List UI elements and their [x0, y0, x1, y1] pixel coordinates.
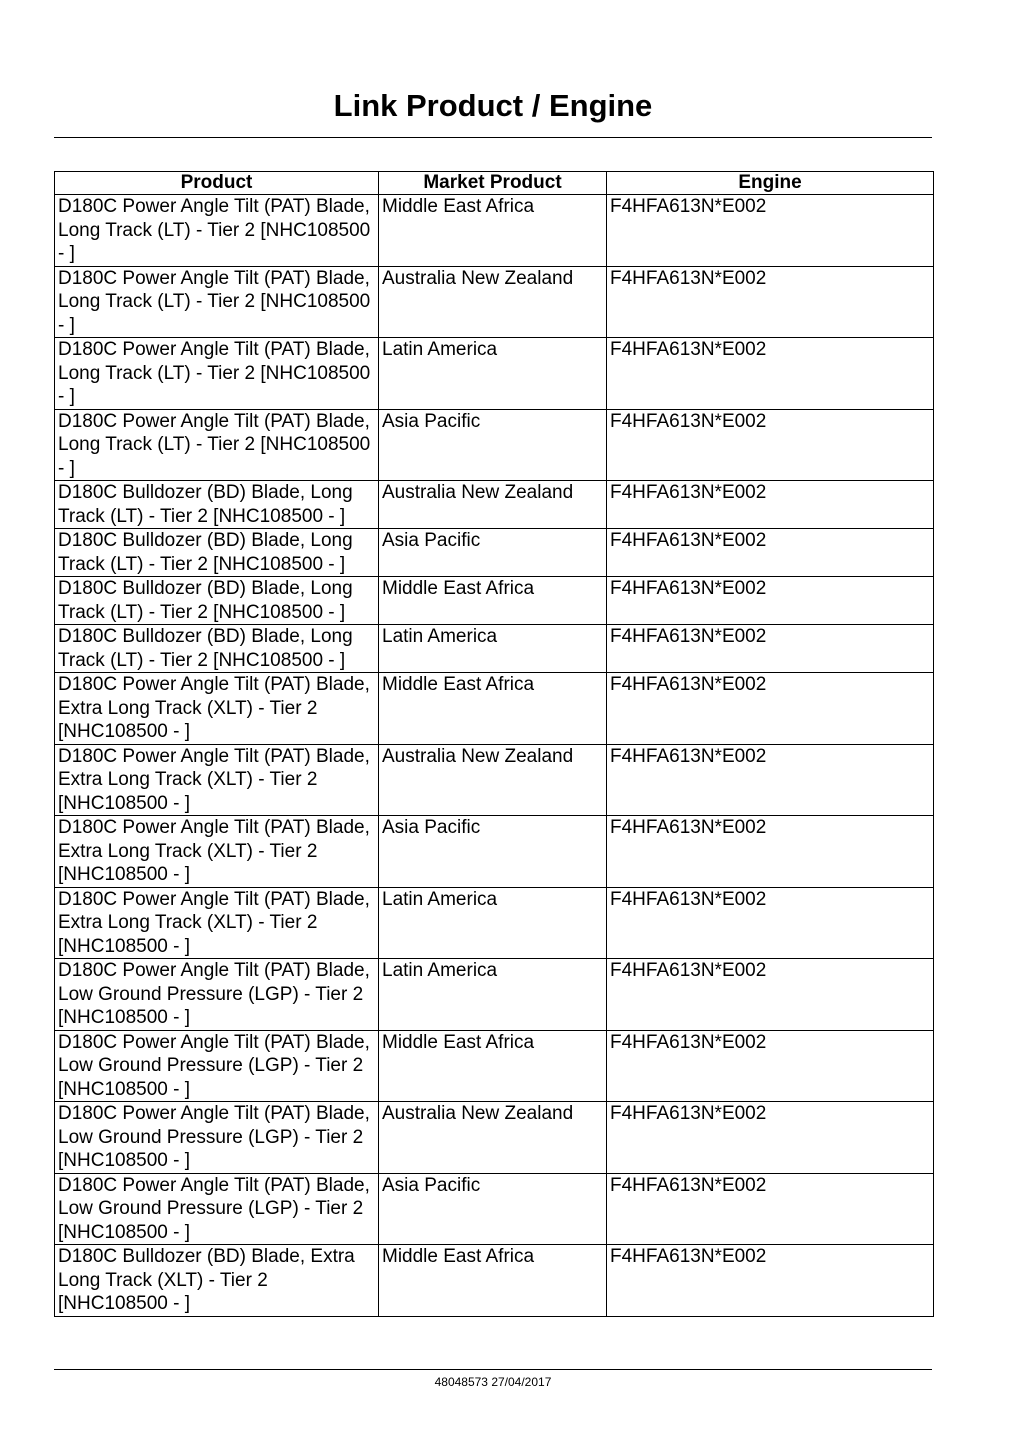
product-cell: D180C Power Angle Tilt (PAT) Blade, Long Track (LT) - Tier 2 [NHC108500 - ] [55, 266, 379, 338]
header-engine: Engine [607, 172, 934, 195]
table-row [55, 625, 934, 673]
page-title: Link Product / Engine [333, 88, 653, 123]
product-cell: D180C Bulldozer (BD) Blade, Long Track (LT) - Tier 2 [NHC108500 - ] [55, 625, 379, 673]
engine-cell: F4HFA613N*E002 [607, 625, 934, 673]
market-cell: Australia New Zealand [379, 744, 607, 816]
table-row [55, 744, 934, 816]
engine-cell: F4HFA613N*E002 [607, 959, 934, 1031]
table-row [55, 1102, 934, 1174]
engine-cell: F4HFA613N*E002 [607, 744, 934, 816]
market-cell: Middle East Africa [379, 1030, 607, 1102]
table-body [55, 195, 934, 1317]
market-cell: Middle East Africa [379, 195, 607, 267]
engine-cell: F4HFA613N*E002 [607, 481, 934, 529]
engine-cell: F4HFA613N*E002 [607, 1245, 934, 1317]
market-cell: Asia Pacific [379, 529, 607, 577]
product-cell: D180C Power Angle Tilt (PAT) Blade, Extra Long Track (XLT) - Tier 2 [NHC108500 - ] [55, 887, 379, 959]
table-row [55, 195, 934, 267]
product-cell: D180C Power Angle Tilt (PAT) Blade, Long Track (LT) - Tier 2 [NHC108500 - ] [55, 338, 379, 410]
table-row [55, 1245, 934, 1317]
market-cell: Australia New Zealand [379, 1102, 607, 1174]
header-row [55, 172, 934, 195]
table-row [55, 1030, 934, 1102]
table-row [55, 959, 934, 1031]
footer-divider [54, 1369, 932, 1370]
table-row [55, 529, 934, 577]
engine-cell: F4HFA613N*E002 [607, 1102, 934, 1174]
market-cell: Middle East Africa [379, 673, 607, 745]
engine-cell: F4HFA613N*E002 [607, 816, 934, 888]
market-cell: Latin America [379, 625, 607, 673]
product-cell: D180C Bulldozer (BD) Blade, Long Track (LT) - Tier 2 [NHC108500 - ] [55, 481, 379, 529]
market-cell: Middle East Africa [379, 577, 607, 625]
engine-cell: F4HFA613N*E002 [607, 887, 934, 959]
market-cell: Australia New Zealand [379, 481, 607, 529]
product-cell: D180C Bulldozer (BD) Blade, Extra Long Track (XLT) - Tier 2 [NHC108500 - ] [55, 1245, 379, 1317]
product-cell: D180C Power Angle Tilt (PAT) Blade, Long Track (LT) - Tier 2 [NHC108500 - ] [55, 409, 379, 481]
footer-document-id: 48048573 27/04/2017 [434, 1375, 552, 1389]
title-divider [54, 137, 932, 138]
product-cell: D180C Bulldozer (BD) Blade, Long Track (LT) - Tier 2 [NHC108500 - ] [55, 529, 379, 577]
table-row [55, 887, 934, 959]
engine-cell: F4HFA613N*E002 [607, 409, 934, 481]
product-cell: D180C Power Angle Tilt (PAT) Blade, Low Ground Pressure (LGP) - Tier 2 [NHC108500 - ] [55, 1173, 379, 1245]
engine-cell: F4HFA613N*E002 [607, 529, 934, 577]
table-row [55, 1173, 934, 1245]
market-cell: Latin America [379, 959, 607, 1031]
header-product: Product [55, 172, 379, 195]
market-cell: Latin America [379, 338, 607, 410]
market-cell: Asia Pacific [379, 1173, 607, 1245]
engine-cell: F4HFA613N*E002 [607, 1173, 934, 1245]
table-row [55, 577, 934, 625]
product-cell: D180C Power Angle Tilt (PAT) Blade, Long Track (LT) - Tier 2 [NHC108500 - ] [55, 195, 379, 267]
product-engine-table [54, 171, 934, 1317]
market-cell: Latin America [379, 887, 607, 959]
product-cell: D180C Power Angle Tilt (PAT) Blade, Extra Long Track (XLT) - Tier 2 [NHC108500 - ] [55, 816, 379, 888]
product-cell: D180C Power Angle Tilt (PAT) Blade, Extra Long Track (XLT) - Tier 2 [NHC108500 - ] [55, 744, 379, 816]
product-cell: D180C Power Angle Tilt (PAT) Blade, Low Ground Pressure (LGP) - Tier 2 [NHC108500 - ] [55, 1102, 379, 1174]
table-row [55, 673, 934, 745]
table-row [55, 266, 934, 338]
engine-cell: F4HFA613N*E002 [607, 338, 934, 410]
engine-cell: F4HFA613N*E002 [607, 1030, 934, 1102]
table-row [55, 481, 934, 529]
header-market-product: Market Product [379, 172, 607, 195]
engine-cell: F4HFA613N*E002 [607, 577, 934, 625]
product-cell: D180C Bulldozer (BD) Blade, Long Track (LT) - Tier 2 [NHC108500 - ] [55, 577, 379, 625]
market-cell: Australia New Zealand [379, 266, 607, 338]
table-row [55, 816, 934, 888]
market-cell: Middle East Africa [379, 1245, 607, 1317]
table-header [55, 172, 934, 195]
product-cell: D180C Power Angle Tilt (PAT) Blade, Low Ground Pressure (LGP) - Tier 2 [NHC108500 - ] [55, 959, 379, 1031]
product-cell: D180C Power Angle Tilt (PAT) Blade, Low Ground Pressure (LGP) - Tier 2 [NHC108500 - ] [55, 1030, 379, 1102]
market-cell: Asia Pacific [379, 409, 607, 481]
engine-cell: F4HFA613N*E002 [607, 195, 934, 267]
engine-cell: F4HFA613N*E002 [607, 673, 934, 745]
engine-cell: F4HFA613N*E002 [607, 266, 934, 338]
table-row [55, 338, 934, 410]
market-cell: Asia Pacific [379, 816, 607, 888]
product-cell: D180C Power Angle Tilt (PAT) Blade, Extra Long Track (XLT) - Tier 2 [NHC108500 - ] [55, 673, 379, 745]
table-row [55, 409, 934, 481]
